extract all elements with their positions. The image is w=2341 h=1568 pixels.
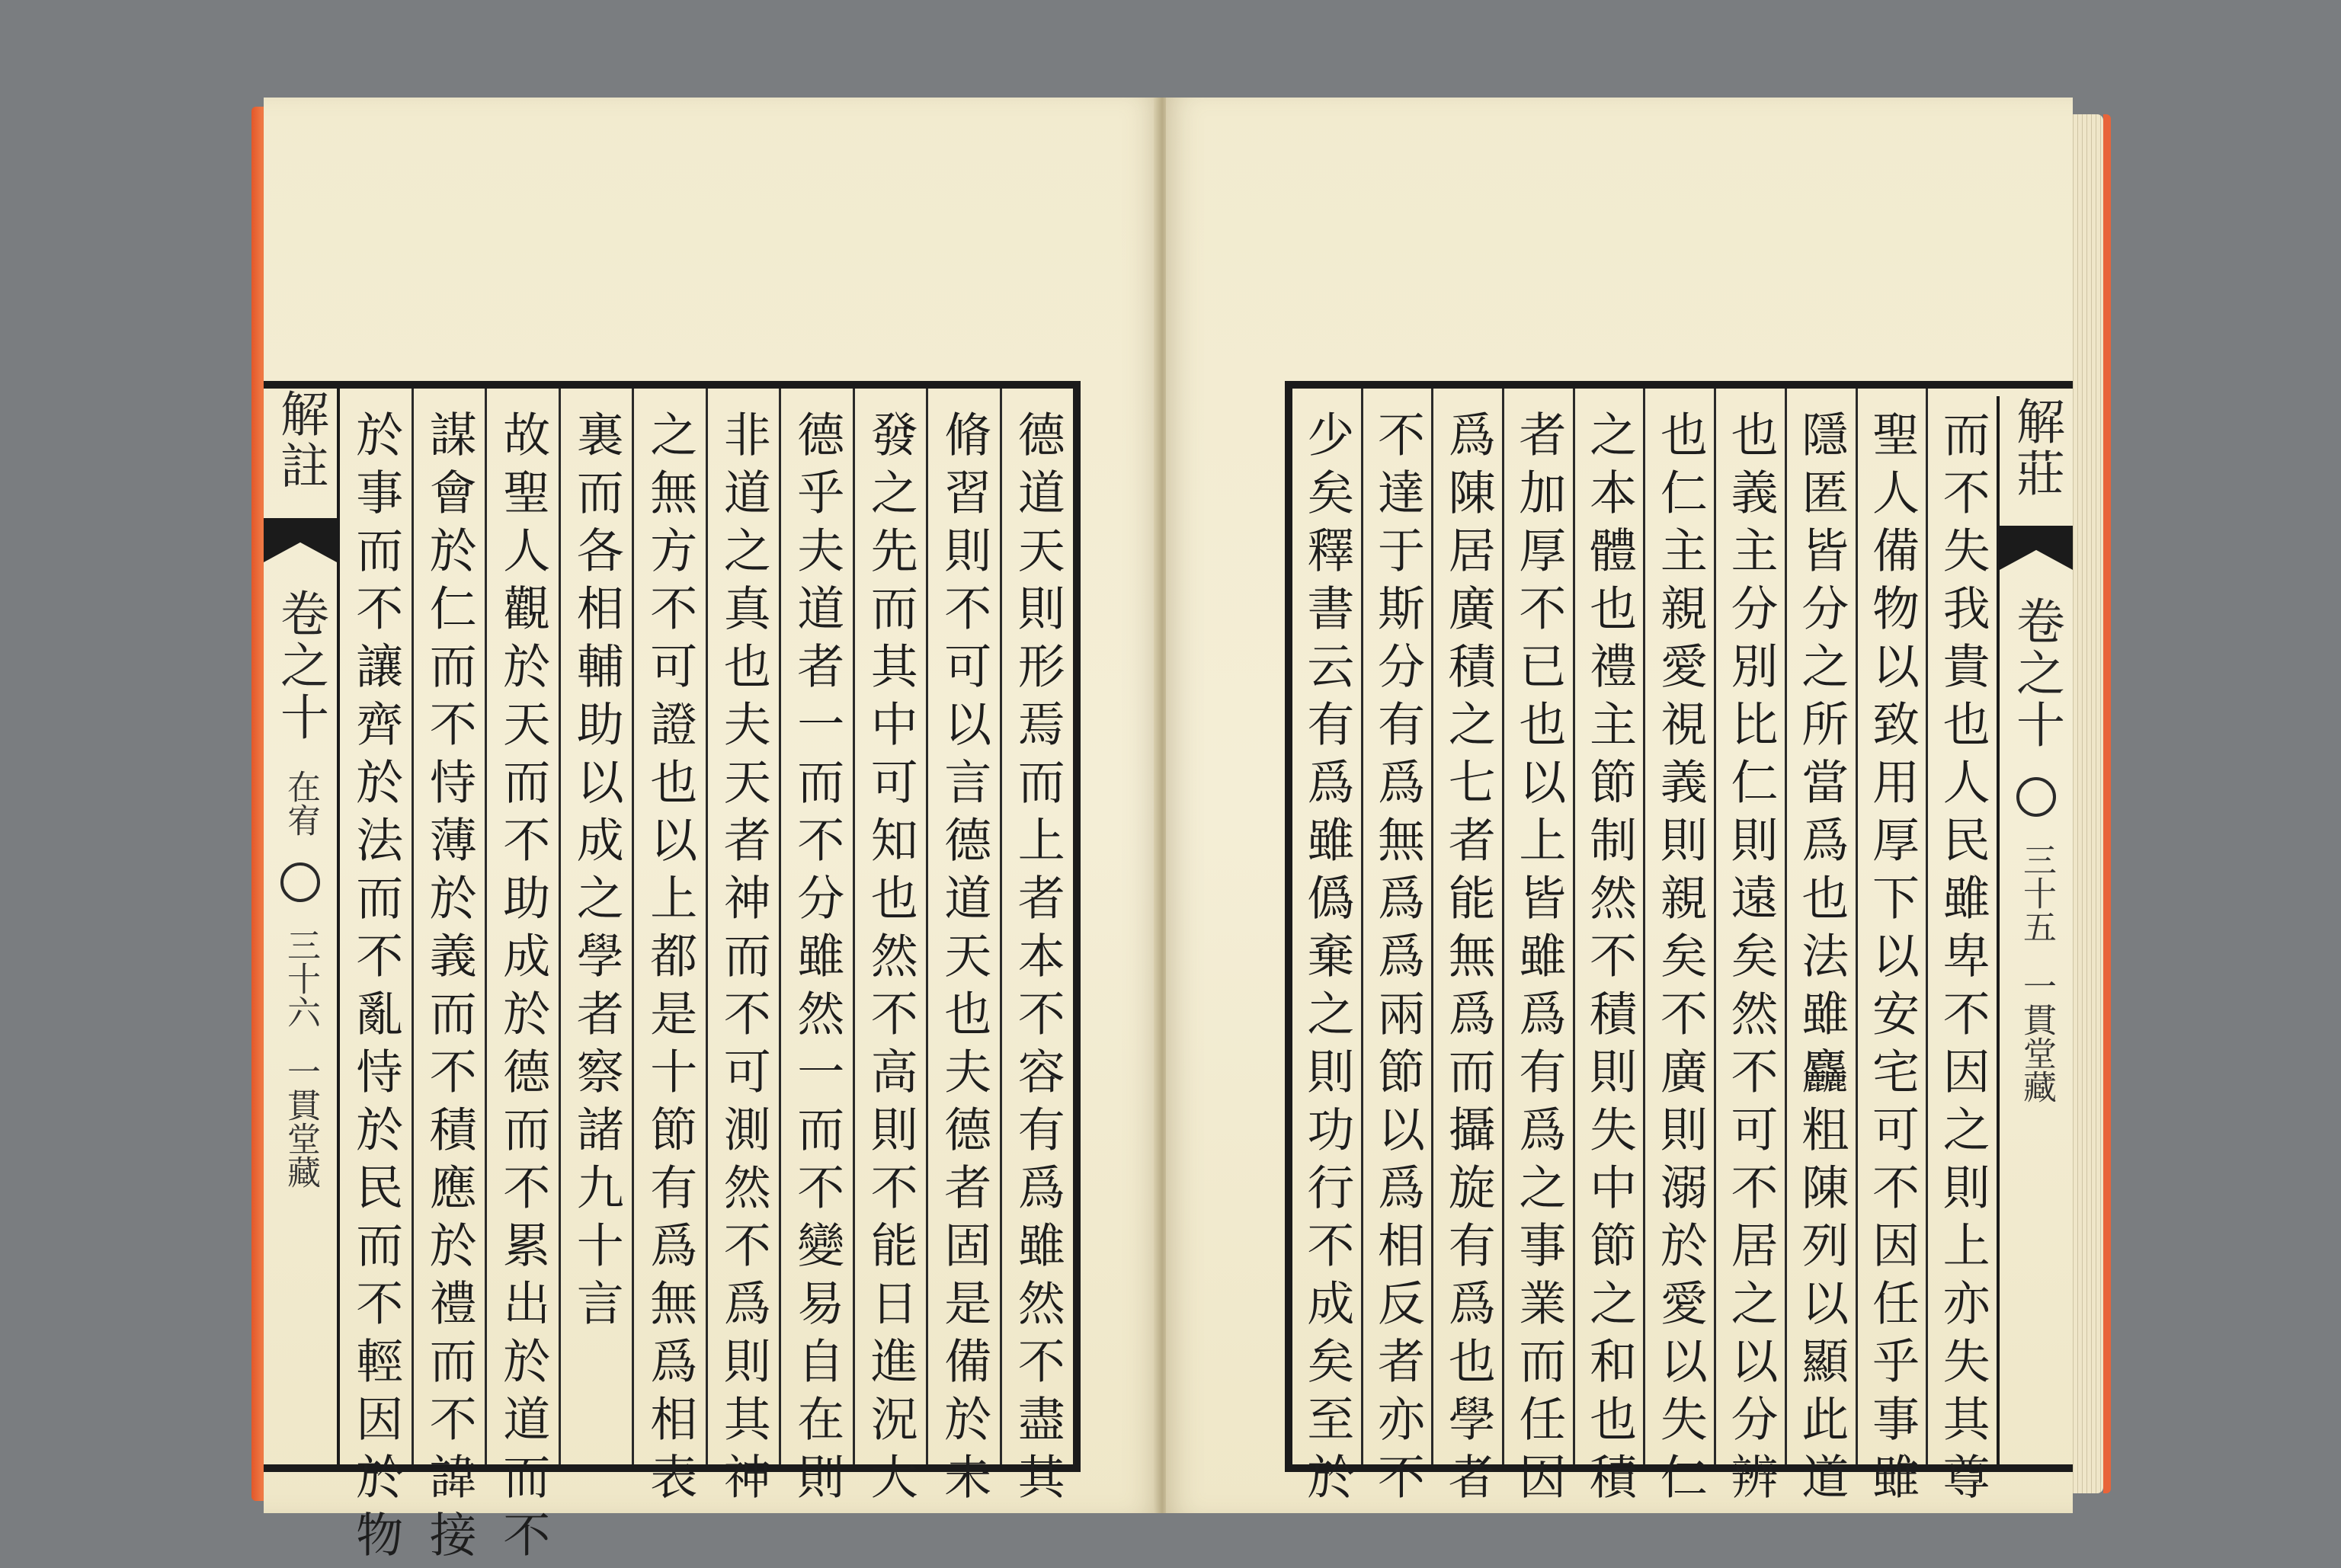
column-text: 爲陳居廣積之七者能無爲而攝旋有爲也學者 (1440, 410, 1497, 1510)
column-text: 德乎夫道者一而不分雖然一而不變易自在則 (789, 410, 845, 1510)
right-text-columns (1292, 389, 1997, 1510)
column-text: 也仁主親愛視義則親矣不廣則溺於愛以失仁 (1652, 410, 1709, 1510)
text-column (632, 389, 706, 1510)
column-text: 脩習則不可以言德道天也夫德者固是備於未 (936, 410, 992, 1510)
left-text-columns (340, 389, 1073, 1568)
fish-tail-mark-icon (2000, 526, 2073, 570)
text-column (1856, 389, 1926, 1510)
text-column (412, 389, 485, 1568)
text-column (853, 389, 927, 1510)
right-page-margin-header (1997, 396, 2073, 1472)
column-text: 聖人備物以致用厚下以安宅可不因任乎事雖 (1864, 410, 1920, 1510)
column-text: 不達于斯分有爲無爲爲兩節以爲相反者亦不 (1369, 410, 1426, 1510)
column-text: 發之先而其中可知也然不高則不能日進況大 (863, 410, 919, 1510)
right-page (1166, 98, 2073, 1513)
text-column (1000, 389, 1074, 1510)
column-text: 隱匿皆分之所當爲也法雖麤粗陳列以顯此道 (1793, 410, 1849, 1510)
circle-mark-icon (2016, 777, 2056, 817)
text-column (1292, 389, 1361, 1510)
book-title: 解註 (272, 389, 328, 492)
publisher-mark: 一貫堂藏 (2017, 969, 2056, 1103)
book-title: 解莊 (2008, 396, 2064, 500)
text-column (1926, 389, 1997, 1510)
text-column (1431, 389, 1502, 1510)
column-text: 之本體也禮主節制然不積則失中節之和也積 (1581, 410, 1638, 1510)
circle-mark-icon (280, 862, 320, 902)
column-text: 裏而各相輔助以成之學者察諸九十言 (568, 410, 625, 1336)
text-column (1573, 389, 1644, 1510)
page-number: 三十六 (281, 928, 320, 1029)
page-stack-edge (2069, 114, 2103, 1493)
publisher-mark: 一貫堂藏 (281, 1054, 320, 1189)
column-text: 謀會於仁而不恃薄於義而不積應於禮而不諱接 (421, 410, 478, 1568)
text-column (779, 389, 853, 1510)
fish-tail-mark-icon (264, 518, 337, 562)
text-column (1361, 389, 1432, 1510)
column-text: 少矣釋書云有爲雖僞棄之則功行不成矣至於 (1299, 410, 1355, 1510)
column-text: 之無方不可證也以上都是十節有爲無爲相表 (642, 410, 698, 1510)
text-column (1785, 389, 1856, 1510)
page-number: 三十五 (2017, 843, 2056, 943)
right-text-frame (1285, 381, 2073, 1510)
left-text-frame (264, 381, 1081, 1568)
column-text: 而不失我貴也人民雖卑不因之則上亦失其尊 (1935, 410, 1991, 1510)
left-page-margin-header (264, 389, 340, 1464)
column-text: 德道天則形焉而上者本不容有爲雖然不盡其 (1010, 410, 1066, 1510)
left-page (264, 98, 1160, 1568)
text-column (926, 389, 1000, 1510)
column-text: 故聖人觀於天而不助成於德而不累出於道而不 (495, 410, 551, 1568)
column-text: 於事而不讓齊於法而不亂恃於民而不輕因於物 (347, 410, 404, 1568)
column-text: 也義主分別比仁則遠矣然不可不居之以分辨 (1723, 410, 1779, 1510)
text-column (340, 389, 412, 1568)
text-column (485, 389, 559, 1568)
text-column (1502, 389, 1573, 1510)
text-column (706, 389, 780, 1510)
column-text: 者加厚不已也以上皆雖爲有爲之事業而任因 (1510, 410, 1567, 1510)
column-text: 非道之真也夫天者神而不可測然不爲則其神 (716, 410, 772, 1510)
volume-number: 卷之十 (272, 588, 328, 744)
volume-number: 卷之十 (2008, 596, 2064, 751)
text-column (1714, 389, 1785, 1510)
chapter-name: 在宥 (281, 770, 320, 837)
text-column (559, 389, 632, 1464)
text-column (1643, 389, 1714, 1510)
